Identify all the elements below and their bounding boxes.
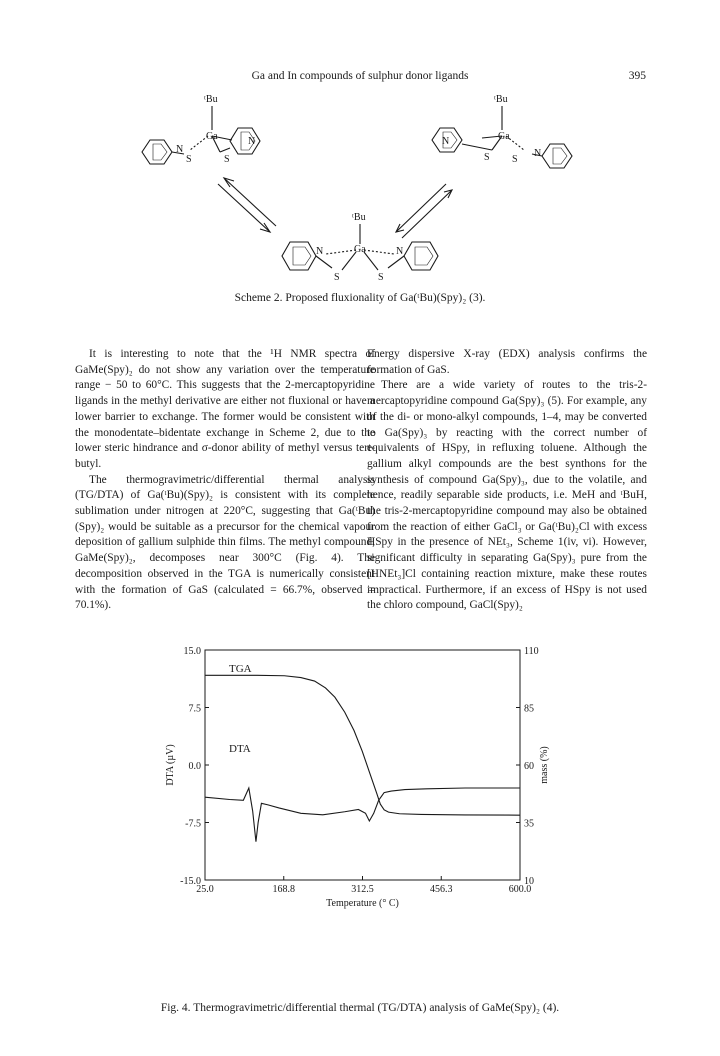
tbu-label-top-left: ᵗBu [204,94,218,105]
series-label-tga: TGA [229,663,252,675]
y-tick-label-left: -15.0 [180,876,201,887]
x-tick-label: 312.5 [351,884,374,895]
s-label-bottom-right: S [378,272,384,283]
n-label-top-right-pendant: N [534,148,542,159]
equilibrium-arrows [218,178,452,238]
complex-top-left [142,106,260,164]
s-label-bottom-left: S [334,272,340,283]
y-tick-label-right: 85 [524,703,534,715]
s-label-top-right-pendant: S [512,154,518,165]
right-paragraph-1: Energy dispersive X-ray (EDX) analysis confirms the formation of GaS. [367,348,647,376]
y-tick-label-right: 35 [524,818,534,830]
tga-dta-chart [155,640,565,920]
y-tick-label-left: 7.5 [188,703,201,715]
plot-frame [205,650,520,880]
left-paragraph-1: It is interesting to note that the ¹H NMR spectra of GaMe(Spy)₂ do not show any variation over the temperature range − 50 to 60°C. This suggests that the 2-mercaptopyridine ligands in the methyl derivative are either not fluxional or have a lower barrier to exchange. The former would be consistent with the monodentate–bidentate exchange in Scheme 2, due to the lower steric hindrance and σ-donor ability of methyl versus tert-butyl. [75,348,375,470]
x-axis-label: Temperature (° C) [326,898,399,909]
ga-label-top-left: Ga [206,131,218,142]
scheme-2-diagram [120,92,600,292]
right-column [367,347,647,614]
page-number: 395 [628,70,646,82]
y-tick-label-right: 110 [524,646,539,657]
x-tick-label: 456.3 [430,884,453,895]
y-tick-label-left: -7.5 [185,818,201,830]
tbu-label-bottom: ᵗBu [352,212,366,223]
n-label-top-left-pendant: N [176,144,184,155]
s-label-top-left-pendant: S [186,154,192,165]
series-line-tga [205,675,520,815]
y-tick-label-right: 60 [524,761,534,772]
x-tick-label: 600.0 [508,884,532,895]
scheme-caption: Scheme 2. Proposed fluxionality of Ga(ᵗBu)(Spy)₂ (3). [234,292,486,304]
figure-caption: Fig. 4. Thermogravimetric/differential thermal (TG/DTA) analysis of GaMe(Spy)₂ (4). [160,1002,560,1014]
n-label-bottom-right: N [396,246,404,257]
left-column [75,347,375,614]
running-head [0,70,720,88]
n-label-top-left-ring: N [248,136,256,147]
s-label-top-left-chelate: S [224,154,230,165]
right-paragraph-2: There are a wide variety of routes to the tris-2-mercaptopyridine compound Ga(Spy)₃ (5). For example, any of the di- or mono-alkyl compounds, 1–4, may be converted to Ga(Spy)₃ by reacting with the correct number of equivalents of HSpy, in refluxing toluene. Although the gallium alkyl compounds are the best synthons for the synthesis of compound Ga(Spy)₃, due to the volatile, and hence, readily separable side products, i.e. MeH and ᵗBuH, the tris-2-mercaptopyridine compound may also be obtained from the reaction of either GaCl₃ or Ga(ᵗBu)₂Cl with excess HSpy in the presence of NEt₃, Scheme 1(iv, vi). However, significant difficulty in separating Ga(Spy)₃ pure from the [HNEt₃]Cl containing reaction mixture, make these routes impractical. Furthermore, if an excess of HSpy is not used the chloro compound, GaCl(Spy)₂ [367,379,647,612]
fluxionality-scheme [120,92,600,292]
y-axis-label-right: mass (%) [539,746,550,784]
n-label-top-right-ring: N [442,136,450,147]
tbu-label-top-right: ᵗBu [494,94,508,105]
left-paragraph-2: The thermogravimetric/differential thermal analysis (TG/DTA) of Ga(ᵗBu)(Spy)₂ is consistent with its complete sublimation under nitrogen at 220°C, suggesting that Ga(ᵗBu)(Spy)₂ would be suitable as a precursor for the chemical vapour deposition of gallium sulphide thin films. The methyl compound, GaMe(Spy)₂, decomposes near 300°C (Fig. 4). The decomposition observed in the TGA is numerically consistent with the formation of GaS (calculated = 66.7%, observed = 70.1%). [75,473,375,612]
chart-canvas [155,640,565,920]
ga-label-bottom: Ga [354,244,366,255]
ga-label-top-right: Ga [498,131,510,142]
y-tick-label-right: 10 [524,876,534,887]
y-axis-label-left: DTA (µV) [165,744,176,786]
x-tick-label: 168.8 [272,884,295,895]
running-title: Ga and In compounds of sulphur donor ligands [251,70,469,82]
n-label-bottom-left: N [316,246,324,257]
y-tick-label-left: 0.0 [188,761,201,772]
x-tick-label: 25.0 [196,884,214,895]
series-label-dta: DTA [229,743,251,755]
s-label-top-right-chelate: S [484,152,490,163]
y-tick-label-left: 15.0 [183,646,201,657]
